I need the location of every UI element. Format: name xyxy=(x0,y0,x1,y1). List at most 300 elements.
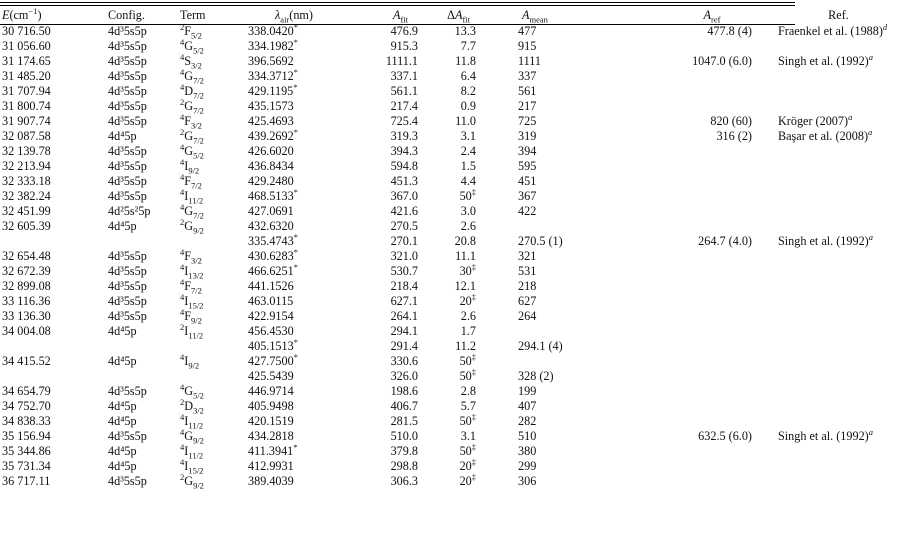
cell-delta-a-fit: 20.8 xyxy=(454,234,476,248)
table-row xyxy=(0,114,911,129)
cell-ref xyxy=(766,459,911,474)
cell-term xyxy=(176,36,242,56)
cell-a-fit: 218.4 xyxy=(390,279,418,293)
cell-delta-a-fit: 6.4 xyxy=(460,69,476,83)
delta-mark: ‡ xyxy=(471,366,476,377)
lambda-mark: * xyxy=(293,246,298,257)
cell-delta-a-fit: 20‡ xyxy=(459,456,476,473)
cell-lambda: 389.4039 xyxy=(248,474,294,488)
table-body xyxy=(0,21,911,491)
cell-a-ref xyxy=(618,354,766,369)
term-j: 7/2 xyxy=(193,210,204,221)
cell-a-ref xyxy=(618,474,766,489)
cell-a-fit: 326.0 xyxy=(390,369,418,383)
delta-mark: ‡ xyxy=(471,411,476,422)
cell-a-fit: 264.1 xyxy=(390,309,418,323)
cell-energy: 32 451.99 xyxy=(2,204,51,218)
cell-config: 4d³5s5p xyxy=(108,174,147,188)
term-letter: I xyxy=(184,354,189,368)
cell-a-ref xyxy=(618,324,766,339)
term-j: 11/2 xyxy=(188,195,204,206)
table-row xyxy=(0,294,911,309)
table-row xyxy=(0,399,911,414)
term-multiplicity: 4 xyxy=(180,441,185,452)
cell-a-mean xyxy=(476,219,618,234)
cell-ref: Başar et al. $(2008)^a$ xyxy=(778,126,873,143)
cell-a-fit: 421.6 xyxy=(390,204,418,218)
cell-lambda: 405.1513* xyxy=(248,336,298,353)
table-row xyxy=(0,309,911,324)
table-row xyxy=(0,174,911,189)
cell-delta-a-fit: 30‡ xyxy=(459,261,476,278)
cell-lambda: 405.9498 xyxy=(248,399,294,413)
cell-energy: 32 382.24 xyxy=(2,189,51,203)
cell-term xyxy=(176,426,242,446)
term-j: 11/2 xyxy=(188,420,204,431)
cell-a-mean: 321 xyxy=(518,249,537,263)
cell-term xyxy=(176,51,242,71)
cell-a-ref: 477.8 (4) xyxy=(707,24,752,38)
table-row xyxy=(0,279,911,294)
cell-ref xyxy=(766,444,911,459)
cell-a-ref xyxy=(618,369,766,384)
table-row xyxy=(0,234,911,249)
cell-a-fit: 510.0 xyxy=(390,429,418,443)
term-j: 15/2 xyxy=(188,300,204,311)
term-letter: F xyxy=(184,249,192,263)
cell-ref xyxy=(766,414,911,429)
cell-ref xyxy=(766,249,911,264)
cell-a-ref xyxy=(618,159,766,174)
cell-lambda: 466.6251* xyxy=(248,261,298,278)
table-row xyxy=(0,69,911,84)
term-j: 7/2 xyxy=(193,75,204,86)
cell-config: 4d³5s5p xyxy=(108,69,147,83)
lambda-mark: * xyxy=(293,351,298,362)
lambda-mark: * xyxy=(293,21,298,32)
cell-term xyxy=(176,126,242,146)
cell-energy: 32 087.58 xyxy=(2,129,51,143)
term-letter: I xyxy=(184,459,189,473)
cell-a-ref xyxy=(618,279,766,294)
cell-a-mean: 306 xyxy=(518,474,537,488)
cell-ref xyxy=(766,354,911,369)
col-header-a-fit: $A_{fit}$ xyxy=(392,8,408,25)
cell-term xyxy=(176,21,242,41)
cell-term xyxy=(176,306,242,326)
cell-lambda: 446.9714 xyxy=(248,384,294,398)
term-multiplicity: 4 xyxy=(180,246,185,257)
col-header-delta-a-fit: $\Delta A_{fit}$ xyxy=(447,8,470,25)
table-row xyxy=(0,249,911,264)
cell-a-ref xyxy=(618,204,766,219)
cell-term xyxy=(176,396,242,416)
table-row xyxy=(0,24,911,39)
cell-config: 4d³5s5p xyxy=(108,84,147,98)
table-row xyxy=(0,264,911,279)
cell-energy: 31 800.74 xyxy=(2,99,51,113)
cell-ref xyxy=(766,219,911,234)
cell-lambda: 338.0420* xyxy=(248,21,298,38)
cell-ref xyxy=(766,339,911,354)
cell-a-fit: 725.4 xyxy=(390,114,418,128)
cell-a-ref xyxy=(618,144,766,159)
cell-a-fit: 627.1 xyxy=(390,294,418,308)
cell-lambda: 427.7500* xyxy=(248,351,298,368)
cell-a-mean: 477 xyxy=(518,24,537,38)
term-j: 9/2 xyxy=(191,315,202,326)
cell-a-mean xyxy=(476,354,618,369)
cell-a-mean: 367 xyxy=(518,189,537,203)
cell-delta-a-fit: 7.7 xyxy=(460,39,476,53)
cell-ref xyxy=(766,84,911,99)
term-letter: F xyxy=(184,309,192,323)
cell-energy: 33 136.30 xyxy=(2,309,51,323)
cell-a-ref: 820 (60) xyxy=(710,114,752,128)
ref-note: a xyxy=(868,426,873,437)
term-multiplicity: 4 xyxy=(180,276,185,287)
ref-note: a xyxy=(848,111,853,122)
cell-energy xyxy=(0,234,104,249)
ref-note: a xyxy=(868,126,873,137)
cell-delta-a-fit: 5.7 xyxy=(460,399,476,413)
cell-a-ref: 316 (2) xyxy=(716,129,752,143)
cell-config: 4d³5s5p xyxy=(108,294,147,308)
cell-term xyxy=(176,471,242,491)
cell-a-fit: 1111.1 xyxy=(385,54,418,68)
cell-term xyxy=(176,246,242,266)
cell-lambda: 441.1526 xyxy=(248,279,294,293)
term-j: 7/2 xyxy=(191,285,202,296)
term-j: 7/2 xyxy=(193,135,204,146)
term-letter: I xyxy=(184,444,189,458)
cell-ref xyxy=(766,159,911,174)
cell-a-fit: 198.6 xyxy=(390,384,418,398)
cell-config: 4d⁴5p xyxy=(108,219,137,233)
ref-note: d xyxy=(882,21,888,32)
ref-note: a xyxy=(868,231,873,242)
cell-term xyxy=(176,141,242,161)
cell-energy: 31 707.94 xyxy=(2,84,51,98)
cell-lambda: 426.6020 xyxy=(248,144,294,158)
cell-a-ref xyxy=(618,339,766,354)
cell-energy: 34 838.33 xyxy=(2,414,51,428)
cell-a-ref xyxy=(618,219,766,234)
cell-lambda: 420.1519 xyxy=(248,414,294,428)
cell-a-fit: 270.5 xyxy=(390,219,418,233)
term-multiplicity: 4 xyxy=(180,66,185,77)
cell-lambda: 439.2692* xyxy=(248,126,298,143)
cell-energy: 33 116.36 xyxy=(2,294,51,308)
table-row xyxy=(0,474,911,489)
table-row xyxy=(0,144,911,159)
cell-a-mean: 294.1 (4) xyxy=(518,339,563,353)
cell-term xyxy=(176,66,242,86)
cell-term xyxy=(176,351,242,371)
cell-config: 4d³5s5p xyxy=(108,189,147,203)
cell-a-fit: 394.3 xyxy=(390,144,418,158)
col-header-lambda: $\lambda_{air}(nm)$ xyxy=(275,8,313,25)
cell-a-mean: 394 xyxy=(518,144,537,158)
term-j: 3/2 xyxy=(193,405,204,416)
cell-a-ref xyxy=(618,249,766,264)
cell-delta-a-fit: 1.5 xyxy=(460,159,476,173)
cell-term xyxy=(176,381,242,401)
cell-ref xyxy=(766,294,911,309)
col-header-config: Config. xyxy=(108,8,145,22)
cell-delta-a-fit: 11.1 xyxy=(455,249,476,263)
term-letter: G xyxy=(184,99,194,113)
cell-term xyxy=(176,186,242,206)
header-row xyxy=(0,7,911,24)
cell-a-fit: 281.5 xyxy=(390,414,418,428)
cell-energy: 32 213.94 xyxy=(2,159,51,173)
cell-ref xyxy=(766,99,911,114)
cell-term xyxy=(176,156,242,176)
cell-delta-a-fit: 2.6 xyxy=(460,309,476,323)
table-row xyxy=(0,444,911,459)
cell-a-mean: 627 xyxy=(518,294,537,308)
cell-a-fit: 330.6 xyxy=(390,354,418,368)
term-j: 7/2 xyxy=(191,180,202,191)
term-multiplicity: 2 xyxy=(180,96,185,107)
cell-lambda: 468.5133* xyxy=(248,186,298,203)
delta-mark: ‡ xyxy=(471,291,476,302)
cell-config: 4d⁴5p xyxy=(108,399,137,413)
cell-config: 4d⁴5p xyxy=(108,444,137,458)
term-letter: G xyxy=(184,204,194,218)
cell-config: 4d⁴5p xyxy=(108,414,137,428)
cell-energy: 32 333.18 xyxy=(2,174,51,188)
col-header-energy: $E(cm^{-1})$ xyxy=(2,5,42,22)
term-j: 11/2 xyxy=(188,450,204,461)
term-multiplicity: 4 xyxy=(180,51,185,62)
cell-ref xyxy=(766,474,911,489)
cell-config: 4d³5s5p xyxy=(108,159,147,173)
cell-term xyxy=(176,276,242,296)
term-multiplicity: 4 xyxy=(180,81,185,92)
cell-delta-a-fit: 13.3 xyxy=(454,24,476,38)
term-letter: S xyxy=(184,54,192,68)
cell-a-ref xyxy=(618,459,766,474)
cell-ref xyxy=(766,39,911,54)
cell-a-ref xyxy=(618,189,766,204)
cell-a-mean: 218 xyxy=(518,279,537,293)
term-multiplicity: 2 xyxy=(180,21,185,32)
col-header-a-ref: $A_{ref}$ xyxy=(703,8,721,25)
table-row xyxy=(0,324,911,339)
cell-a-fit: 217.4 xyxy=(390,99,418,113)
cell-a-ref: 1047.0 (6.0) xyxy=(692,54,752,68)
term-multiplicity: 4 xyxy=(180,456,185,467)
top-rule xyxy=(0,2,795,3)
cell-a-mean: 337 xyxy=(518,69,537,83)
cell-delta-a-fit: 3.1 xyxy=(460,429,476,443)
cell-config: 4d³5s5p xyxy=(108,249,147,263)
term-letter: G xyxy=(184,384,194,398)
cell-a-ref xyxy=(618,264,766,279)
cell-config: 4d³5s5p xyxy=(108,144,147,158)
term-letter: F xyxy=(184,24,192,38)
lambda-mark: * xyxy=(293,261,298,272)
cell-delta-a-fit: 11.2 xyxy=(455,339,476,353)
cell-delta-a-fit: 2.8 xyxy=(460,384,476,398)
cell-energy: 34 004.08 xyxy=(2,324,51,338)
cell-a-ref xyxy=(618,294,766,309)
term-letter: F xyxy=(184,174,192,188)
cell-ref xyxy=(766,204,911,219)
cell-energy: 32 672.39 xyxy=(2,264,51,278)
cell-a-ref xyxy=(618,309,766,324)
term-multiplicity: 4 xyxy=(180,36,185,47)
term-letter: I xyxy=(184,264,189,278)
cell-a-mean: 595 xyxy=(518,159,537,173)
term-j: 11/2 xyxy=(188,330,204,341)
delta-mark: ‡ xyxy=(471,351,476,362)
cell-term xyxy=(176,261,242,281)
cell-term xyxy=(176,111,242,131)
cell-a-ref xyxy=(618,174,766,189)
cell-a-fit: 298.8 xyxy=(390,459,418,473)
cell-energy: 31 174.65 xyxy=(2,54,51,68)
cell-lambda: 334.1982* xyxy=(248,36,298,53)
cell-energy xyxy=(0,339,104,354)
cell-config: 4d³5s5p xyxy=(108,309,147,323)
cell-energy: 34 752.70 xyxy=(2,399,51,413)
cell-lambda: 422.9154 xyxy=(248,309,294,323)
term-multiplicity: 4 xyxy=(180,186,185,197)
ref-note: a xyxy=(868,51,873,62)
term-j: 3/2 xyxy=(191,60,202,71)
cell-lambda: 435.1573 xyxy=(248,99,294,113)
cell-ref xyxy=(766,384,911,399)
top-rule-second xyxy=(0,5,795,6)
cell-a-mean: 561 xyxy=(518,84,537,98)
term-letter: I xyxy=(184,324,189,338)
term-letter: I xyxy=(184,294,189,308)
cell-config xyxy=(104,369,176,384)
cell-a-mean: 328 (2) xyxy=(518,369,554,383)
cell-a-mean: 531 xyxy=(518,264,537,278)
term-letter: G xyxy=(184,39,194,53)
cell-term xyxy=(176,81,242,101)
cell-lambda: 425.5439 xyxy=(248,369,294,383)
delta-mark: ‡ xyxy=(471,456,476,467)
table-row xyxy=(0,39,911,54)
cell-a-mean: 451 xyxy=(518,174,537,188)
table-row xyxy=(0,219,911,234)
transition-probability-table xyxy=(0,7,911,489)
term-letter: I xyxy=(184,189,189,203)
cell-delta-a-fit: 4.4 xyxy=(460,174,476,188)
cell-config: 4d³5s5p xyxy=(108,99,147,113)
table-row xyxy=(0,414,911,429)
cell-a-ref xyxy=(618,444,766,459)
cell-a-ref xyxy=(618,99,766,114)
cell-lambda: 429.1195* xyxy=(248,81,298,98)
cell-a-ref: 264.7 (4.0) xyxy=(698,234,752,248)
cell-delta-a-fit: 50‡ xyxy=(459,411,476,428)
cell-energy: 31 056.60 xyxy=(2,39,51,53)
term-letter: D xyxy=(184,84,194,98)
cell-energy: 32 139.78 xyxy=(2,144,51,158)
cell-energy: 35 156.94 xyxy=(2,429,51,443)
cell-a-mean: 264 xyxy=(518,309,537,323)
term-multiplicity: 4 xyxy=(180,111,185,122)
cell-energy: 32 605.39 xyxy=(2,219,51,233)
cell-config: 4d³5s5p xyxy=(108,264,147,278)
cell-a-mean xyxy=(476,324,618,339)
term-j: 9/2 xyxy=(193,435,204,446)
cell-ref: Singh et al. $(1992)^a$ xyxy=(778,231,873,248)
col-header-term: Term xyxy=(180,8,206,22)
cell-ref xyxy=(766,309,911,324)
term-j: 13/2 xyxy=(188,270,204,281)
cell-delta-a-fit: 50‡ xyxy=(459,366,476,383)
cell-term xyxy=(176,369,242,384)
cell-lambda: 412.9931 xyxy=(248,459,294,473)
cell-term xyxy=(176,411,242,431)
cell-a-fit: 451.3 xyxy=(390,174,418,188)
cell-a-fit: 367.0 xyxy=(390,189,418,203)
cell-lambda: 430.6283* xyxy=(248,246,298,263)
cell-energy: 34 415.52 xyxy=(2,354,51,368)
cell-term xyxy=(176,96,242,116)
cell-lambda: 334.3712* xyxy=(248,66,298,83)
term-multiplicity: 4 xyxy=(180,306,185,317)
term-multiplicity: 2 xyxy=(180,321,185,332)
cell-ref: Singh et al. $(1992)^a$ xyxy=(778,51,873,68)
cell-config xyxy=(104,339,176,354)
cell-ref xyxy=(766,264,911,279)
term-letter: D xyxy=(184,399,194,413)
cell-ref: Fraenkel et al. $(1988)^d$ xyxy=(778,21,888,38)
table-row xyxy=(0,354,911,369)
cell-a-fit: 270.1 xyxy=(390,234,418,248)
cell-lambda: 429.2480 xyxy=(248,174,294,188)
col-header-ref: Ref. xyxy=(828,8,849,22)
cell-ref xyxy=(766,279,911,294)
lambda-mark: * xyxy=(293,66,298,77)
term-j: 5/2 xyxy=(191,30,202,41)
cell-term xyxy=(176,201,242,221)
term-multiplicity: 4 xyxy=(180,261,185,272)
cell-a-fit: 594.8 xyxy=(390,159,418,173)
term-j: 3/2 xyxy=(191,120,202,131)
cell-a-mean: 725 xyxy=(518,114,537,128)
cell-lambda: 425.4693 xyxy=(248,114,294,128)
table-row xyxy=(0,54,911,69)
term-letter: G xyxy=(184,129,194,143)
term-j: 15/2 xyxy=(188,465,204,476)
cell-energy xyxy=(0,369,104,384)
cell-delta-a-fit: 11.8 xyxy=(455,54,476,68)
term-multiplicity: 4 xyxy=(180,171,185,182)
cell-a-mean: 199 xyxy=(518,384,537,398)
term-letter: G xyxy=(184,429,194,443)
cell-delta-a-fit: 3.1 xyxy=(460,129,476,143)
cell-a-fit: 294.1 xyxy=(390,324,418,338)
cell-config: 4d³5s5p xyxy=(108,279,147,293)
cell-ref xyxy=(766,189,911,204)
table-row xyxy=(0,369,911,384)
table-row xyxy=(0,99,911,114)
delta-mark: ‡ xyxy=(471,471,476,482)
cell-lambda: 427.0691 xyxy=(248,204,294,218)
cell-ref xyxy=(766,174,911,189)
term-letter: G xyxy=(184,69,194,83)
cell-ref xyxy=(766,324,911,339)
